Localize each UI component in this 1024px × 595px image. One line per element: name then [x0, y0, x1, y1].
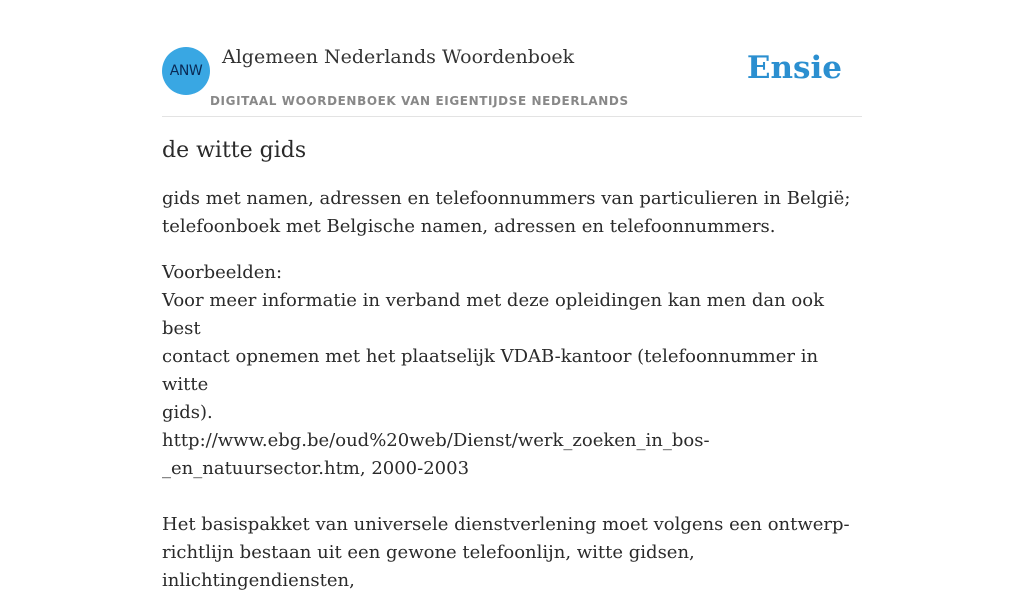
- example-spacer: [162, 483, 862, 511]
- site-title[interactable]: Algemeen Nederlands Woordenboek: [222, 46, 575, 68]
- examples-section: [162, 259, 862, 595]
- example-source-line: _en_natuursector.htm, 2000-2003: [162, 458, 470, 479]
- example-line: Het basispakket van universele dienstverlening moet volgens een ontwerp-: [162, 514, 850, 535]
- definition-line: gids met namen, adressen en telefoonnummers van particulieren in België;: [162, 188, 851, 209]
- example-source-line: http://www.ebg.be/oud%20web/Dienst/werk_zoeken_in_bos-: [162, 430, 710, 451]
- entry-definition: [162, 185, 862, 241]
- entry-content: [162, 138, 862, 595]
- entry-headword: de witte gids: [162, 138, 307, 163]
- examples-label: Voorbeelden:: [162, 262, 283, 283]
- anw-logo[interactable]: ANW: [162, 47, 210, 95]
- example-line: gids).: [162, 402, 213, 423]
- example-line: contact opnemen met het plaatselijk VDAB-kantoor (telefoonnummer in witte: [162, 346, 819, 395]
- example-line: richtlijn bestaan uit een gewone telefoonlijn, witte gidsen, inlichtingendiensten,: [162, 542, 695, 591]
- definition-line: telefoonboek met Belgische namen, adressen en telefoonnummers.: [162, 216, 776, 237]
- site-subtitle: DIGITAAL WOORDENBOEK VAN EIGENTIJDSE NEDERLANDS: [210, 94, 629, 108]
- example-line: Voor meer informatie in verband met deze opleidingen kan men dan ook best: [162, 290, 824, 339]
- ensie-brand-logo[interactable]: Ensie: [746, 50, 842, 86]
- site-header: [162, 44, 862, 117]
